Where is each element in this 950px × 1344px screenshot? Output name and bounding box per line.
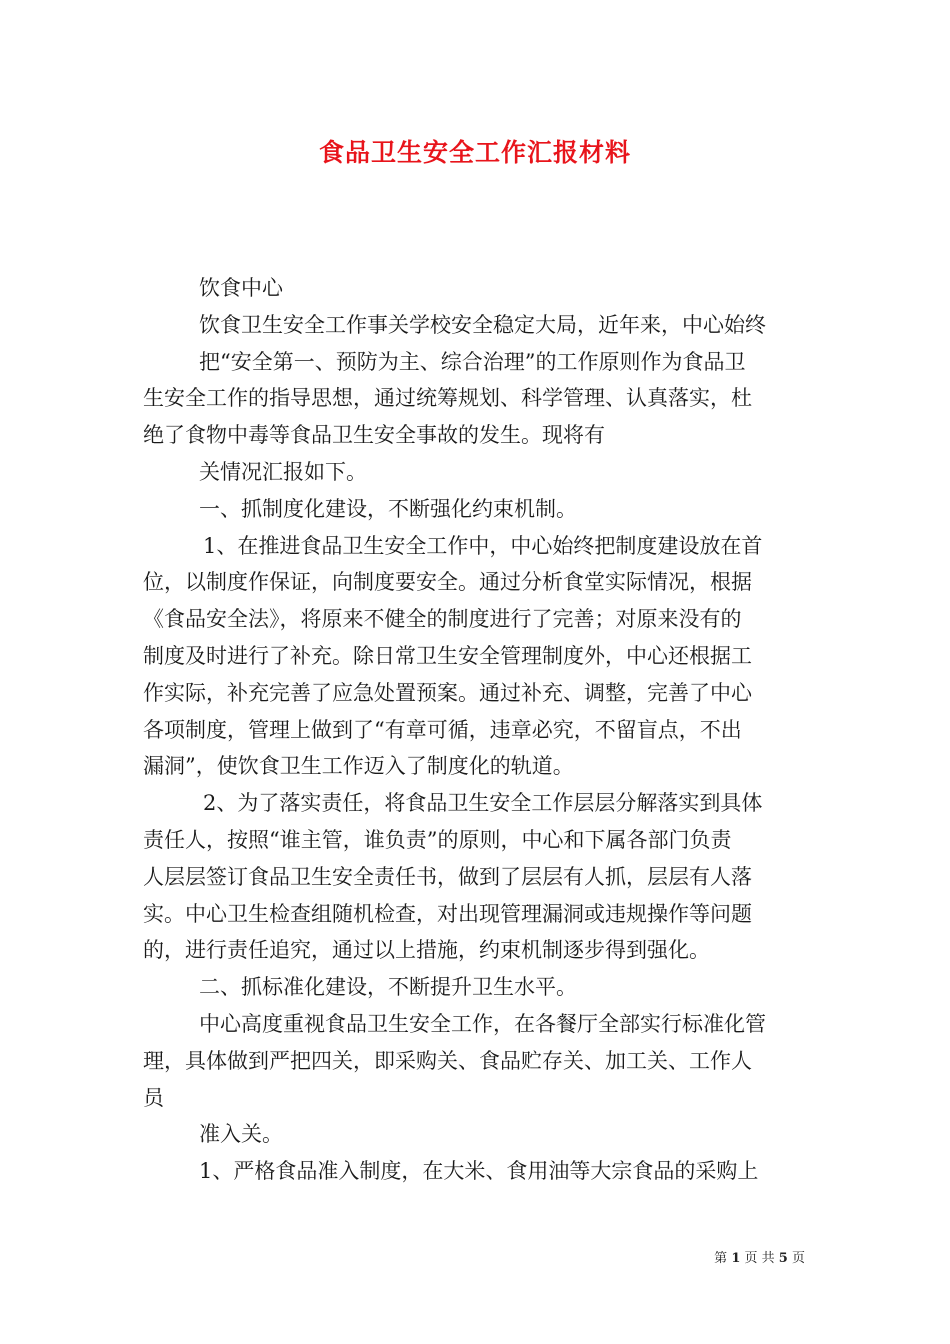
text-line: 把“安全第一、预防为主、综合治理”的工作原则作为食品卫	[199, 349, 746, 374]
footer-page-number: 1	[731, 1251, 741, 1266]
text-line: 2、为了落实责任，将食品卫生安全工作层层分解落实到具体	[203, 791, 763, 816]
text-line: 人层层签订食品卫生安全责任书，做到了层层有人抓，层层有人落	[143, 864, 752, 889]
text-line: 关情况汇报如下。	[199, 459, 367, 484]
text-line: 作实际，补充完善了应急处置预案。通过补充、调整，完善了中心	[143, 680, 752, 705]
text-line: 《食品安全法》，将原来不健全的制度进行了完善；对原来没有的	[143, 607, 742, 632]
document-title: 食品卫生安全工作汇报材料	[318, 138, 631, 167]
text-line: 位，以制度作保证，向制度要安全。通过分析食堂实际情况，根据	[143, 570, 752, 595]
footer-prefix: 第	[714, 1251, 728, 1266]
text-line: 1、在推进食品卫生安全工作中，中心始终把制度建设放在首	[203, 533, 763, 558]
text-line: 漏洞”，使饮食卫生工作迈入了制度化的轨道。	[143, 754, 574, 779]
footer-middle: 页 共	[744, 1251, 775, 1266]
text-line: 责任人，按照“谁主管，谁负责”的原则，中心和下属各部门负责	[143, 827, 732, 852]
text-line: 员	[143, 1085, 164, 1110]
text-line: 的，进行责任追究，通过以上措施，约束机制逐步得到强化。	[143, 938, 710, 963]
text-line: 中心高度重视食品卫生安全工作，在各餐厅全部实行标准化管	[199, 1011, 766, 1036]
text-line: 绝了食物中毒等食品卫生安全事故的发生。现将有	[143, 423, 605, 448]
page-footer	[714, 1247, 805, 1266]
text-line: 实。中心卫生检查组随机检查，对出现管理漏洞或违规操作等问题	[143, 901, 752, 926]
text-line: 理，具体做到严把四关，即采购关、食品贮存关、加工关、工作人	[143, 1048, 752, 1073]
document-body	[143, 270, 808, 1190]
footer-total-pages: 5	[778, 1251, 788, 1266]
text-line: 准入关。	[199, 1122, 283, 1147]
text-line: 饮食中心	[199, 276, 283, 300]
section-heading: 一、抓制度化建设，不断强化约束机制。	[199, 496, 577, 521]
footer-suffix: 页	[791, 1251, 805, 1266]
text-line: 各项制度，管理上做到了“有章可循，违章必究，不留盲点，不出	[143, 717, 742, 742]
text-line: 饮食卫生安全工作事关学校安全稳定大局，近年来，中心始终	[199, 312, 766, 337]
text-line: 制度及时进行了补充。除日常卫生安全管理制度外，中心还根据工	[143, 643, 752, 668]
text-line: 1、严格食品准入制度，在大米、食用油等大宗食品的采购上	[199, 1159, 759, 1184]
text-line: 生安全工作的指导思想，通过统筹规划、科学管理、认真落实，杜	[143, 386, 752, 411]
section-heading: 二、抓标准化建设，不断提升卫生水平。	[199, 975, 577, 1000]
